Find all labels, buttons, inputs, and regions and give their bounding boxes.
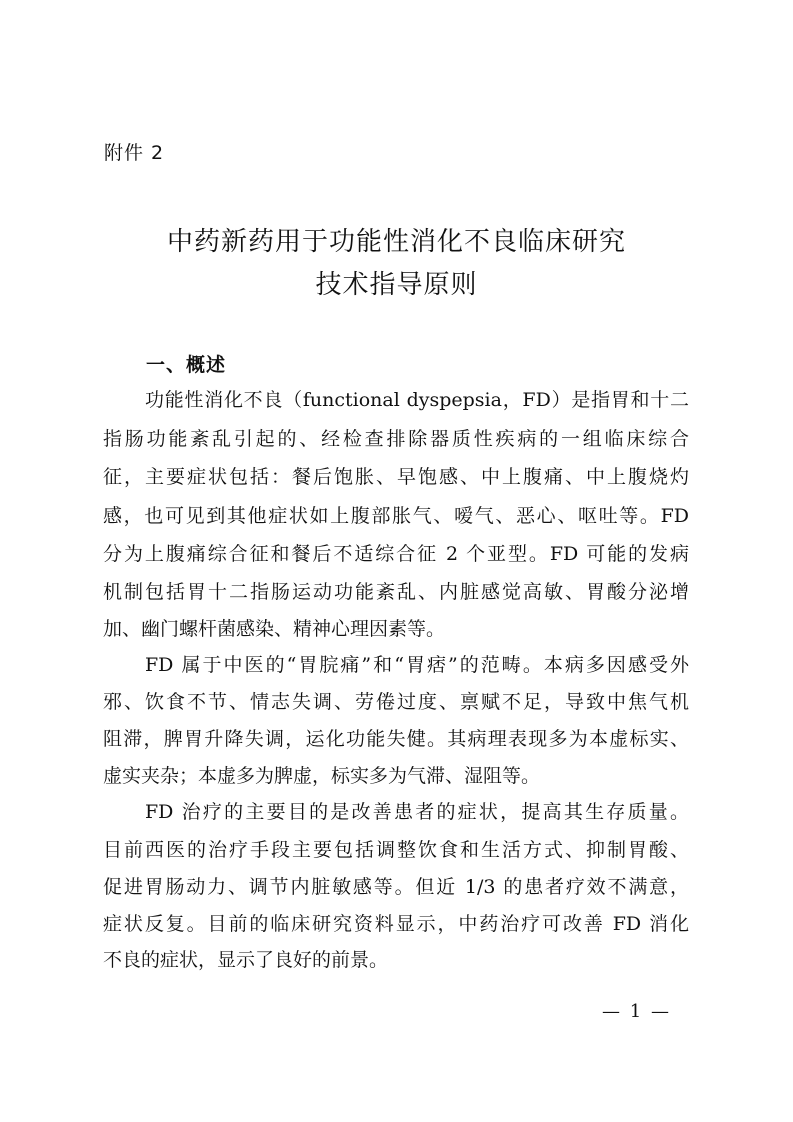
document-title-line-2: 技术指导原则: [315, 270, 478, 300]
document-title-line-1: 中药新药用于功能性消化不良临床研究: [166, 227, 626, 257]
paragraph-1-line: 分为上腹痛综合征和餐后不适综合征 2 个亚型。FD 可能的发病: [103, 543, 689, 565]
paragraph-2-line: FD 属于中医的“胃脘痛”和“胃痞”的范畴。本病多因感受外: [145, 654, 689, 676]
paragraph-2-line: 邪、饮食不节、情志失调、劳倦过度、禀赋不足，导致中焦气机: [103, 691, 689, 713]
paragraph-1-line: 功能性消化不良（functional dyspepsia，FD）是指胃和十二: [145, 389, 689, 411]
attachment-label: 附件 2: [104, 142, 165, 164]
paragraph-2-line: 虚实夹杂；本虚多为脾虚，标实多为气滞、湿阻等。: [103, 765, 541, 787]
paragraph-3-line: 症状反复。目前的临床研究资料显示，中药治疗可改善 FD 消化: [103, 913, 689, 935]
paragraph-3-line: FD 治疗的主要目的是改善患者的症状，提高其生存质量。: [145, 801, 689, 823]
paragraph-1-line: 感，也可见到其他症状如上腹部胀气、嗳气、恶心、呕吐等。FD: [103, 505, 689, 527]
paragraph-1-line: 征，主要症状包括：餐后饱胀、早饱感、中上腹痛、中上腹烧灼: [103, 466, 689, 488]
paragraph-3-line: 促进胃肠动力、调节内脏敏感等。但近 1/3 的患者疗效不满意，: [103, 876, 689, 898]
paragraph-1-line: 指肠功能紊乱引起的、经检查排除器质性疾病的一组临床综合: [103, 428, 689, 450]
paragraph-2-line: 阻滞，脾胃升降失调，运化功能失健。其病理表现多为本虚标实、: [103, 728, 689, 750]
paragraph-3-line: 不良的症状，显示了良好的前景。: [103, 949, 389, 971]
paragraph-1-line: 机制包括胃十二指肠运动功能紊乱、内脏感觉高敏、胃酸分泌增: [103, 581, 689, 603]
paragraph-1-line: 加、幽门螺杆菌感染、精神心理因素等。: [103, 618, 446, 640]
section-heading: 一、概述: [146, 354, 227, 376]
paragraph-3-line: 目前西医的治疗手段主要包括调整饮食和生活方式、抑制胃酸、: [103, 839, 689, 861]
page-number: — 1 —: [602, 1001, 671, 1022]
